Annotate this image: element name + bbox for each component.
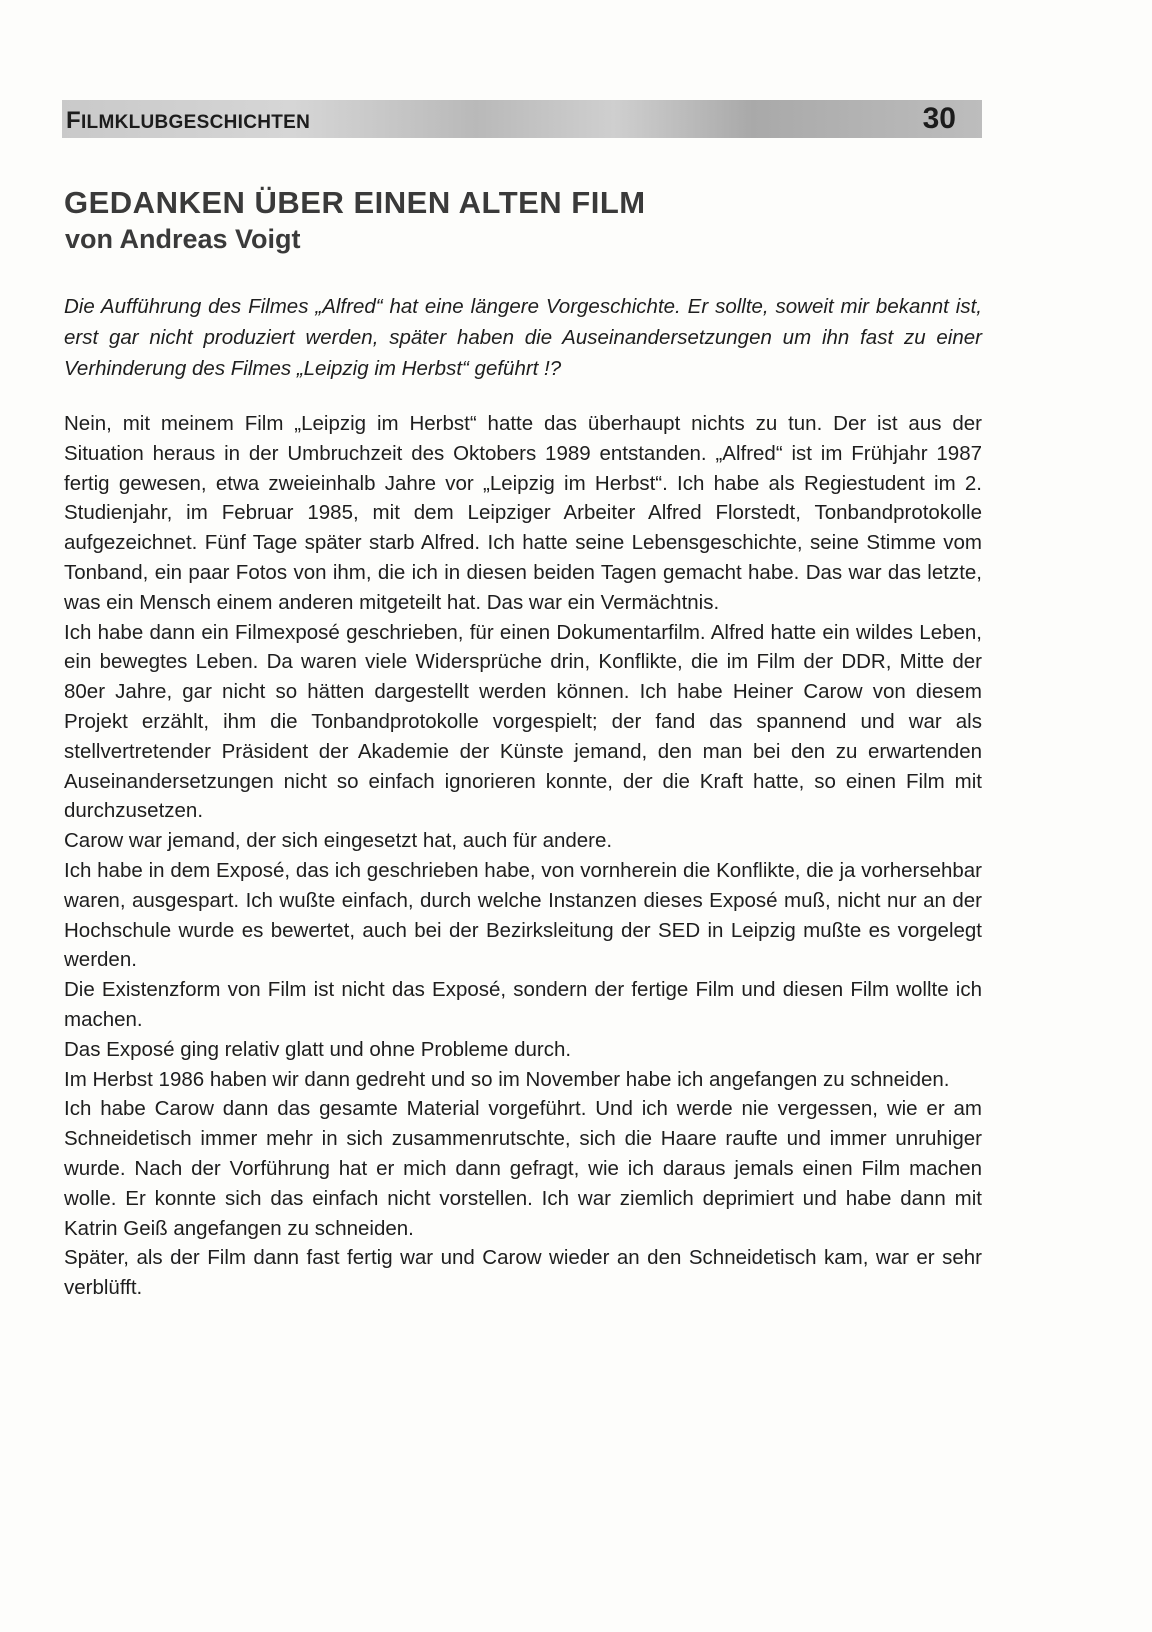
body-paragraph: Ich habe in dem Exposé, das ich geschrieben habe, von vornherein die Konflikte, die ja vorhersehbar waren, ausgespart. Ich wußte einfach, durch welche Instanzen dieses Exposé muß, nicht nur an der Hochschule wurde es bewertet, auch bei der Bezirksleitung der SED in Leipzig mußte es vorgelegt werden. — [64, 858, 982, 972]
body-paragraph: Carow war jemand, der sich eingesetzt hat, auch für andere. — [64, 829, 613, 853]
body-paragraph: Später, als der Film dann fast fertig war und Carow wieder an den Schneidetisch kam, war er sehr verblüfft. — [64, 1246, 982, 1300]
article-author: von Andreas Voigt — [65, 224, 301, 254]
body-paragraph: Die Existenzform von Film ist nicht das Exposé, sondern der fertige Film und diesen Film wollte ich machen. — [64, 978, 982, 1031]
body-paragraph: Nein, mit meinem Film „Leipzig im Herbst“ hatte das überhaupt nichts zu tun. Der ist aus der Situation heraus in der Umbruchzeit des Oktobers 1989 entstanden. „Alfred“ ist im Frühjahr 1987 fertig gewesen, etwa zweieinhalb Jahre vor „Leipzig im Herbst“. Ich habe als Regiestudent im 2. Studienjahr, im Februar 1985, mit dem Leipziger Arbeiter Alfred Florstedt, Tonbandprotokolle aufgezeichnet. Fünf Tage später starb Alfred. Ich hatte seine Lebensgeschichte, seine Stimme vom Tonband, ein paar Fotos von ihm, die ich in diesen beiden Tagen gemacht habe. Das war das letzte, was ein Mensch einem anderen mitgeteilt hat. Das war ein Vermächtnis. — [64, 412, 982, 614]
page-number: 30 — [922, 102, 956, 135]
section-label: FILMKLUBGESCHICHTEN — [66, 107, 311, 134]
body-paragraph: Ich habe dann ein Filmexposé geschrieben, für einen Dokumentarfilm. Alfred hatte ein wildes Leben, ein bewegtes Leben. Da waren viele Widersprüche drin, Konflikte, die im Film der DDR, Mitte der 80er Jahre, gar nicht so hätten dargestellt werden können. Ich habe Heiner Carow von diesem Projekt erzählt, ihm die Tonbandprotokolle vorgespielt; der fand das spannend und war als stellvertretender Präsident der Akademie der Künste jemand, den man bei den zu erwartenden Auseinandersetzungen nicht so einfach ignorieren konnte, der die Kraft hatte, so einen Film mit durchzusetzen. — [64, 620, 982, 823]
body-paragraph: Im Herbst 1986 haben wir dann gedreht und so im November habe ich angefangen zu schneiden. — [64, 1067, 950, 1091]
article-title: GEDANKEN ÜBER EINEN ALTEN FILM — [64, 185, 646, 220]
body-paragraph: Ich habe Carow dann das gesamte Material vorgeführt. Und ich werde nie vergessen, wie er am Schneidetisch immer mehr in sich zusammenrutschte, sich die Haare raufte und immer unruhiger wurde. Nach der Vorführung hat er mich dann gefragt, wie ich daraus jemals einen Film machen wolle. Er konnte sich das einfach nicht vorstellen. Ich war ziemlich deprimiert und habe dann mit Katrin Geiß angefangen zu schneiden. — [64, 1097, 982, 1240]
lead-paragraph: Die Aufführung des Filmes „Alfred“ hat eine längere Vorgeschichte. Er sollte, soweit mir bekannt ist, erst gar nicht produziert werden, später haben die Auseinandersetzungen um ihn fast zu einer Verhinderung des Filmes „Leipzig im Herbst“ geführt !? — [64, 295, 982, 380]
body-paragraph: Das Exposé ging relativ glatt und ohne Probleme durch. — [64, 1037, 572, 1061]
running-header — [62, 100, 982, 138]
article-body — [64, 409, 982, 1303]
